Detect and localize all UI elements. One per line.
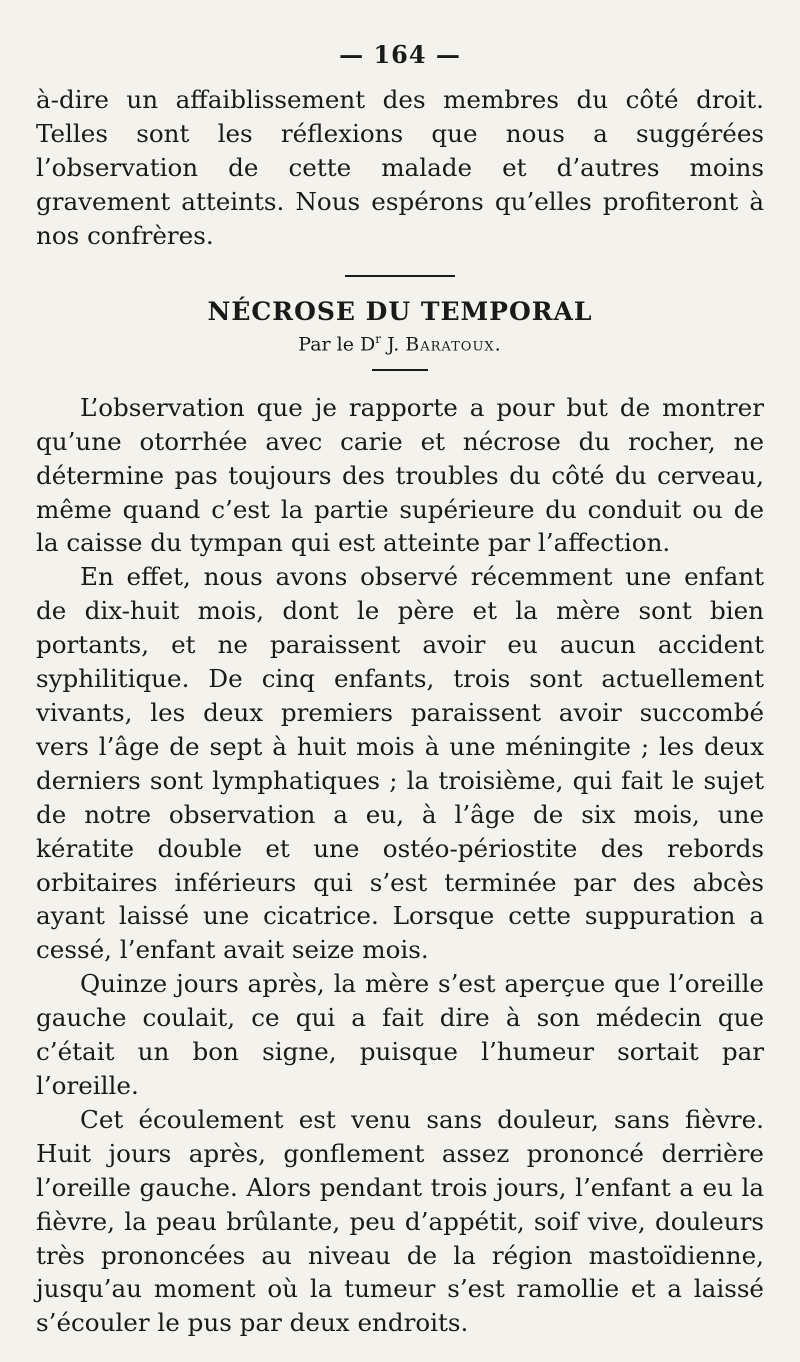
byline-prefix: Par le D xyxy=(298,332,376,355)
body-paragraph: Cet écoulement est venu sans douleur, sans fièvre. Huit jours après, gonflement assez prononcé derrière l’oreille gauche. Alors pendant trois jours, l’enfant a eu la fièvre, la peau brûlante, peu d’appétit, soif vive, douleurs très prononcées au niveau de la région mastoïdienne, jusqu’au moment où la tumeur s’est ramollie et a laissé s’écouler le pus par deux endroits. xyxy=(36,1104,764,1338)
byline-name: Baratoux. xyxy=(405,332,502,355)
body-paragraph: Quinze jours après, la mère s’est aperçue que l’oreille gauche coulait, ce qui a fait dire à son médecin que c’était un bon signe, puisque l’humeur sortait par l’oreille. xyxy=(36,969,764,1100)
body-paragraph: L’observation que je rapporte a pour but de montrer qu’une otorrhée avec carie et nécrose du rocher, ne détermine pas toujours des troubles du côté du cerveau, même quand c’est la partie supérieure du conduit ou de la caisse du tympan qui est atteinte par l’affection. xyxy=(36,392,764,558)
body-paragraph: En effet, nous avons observé récemment une enfant de dix-huit mois, dont le père et la mère sont bien portants, et ne paraissent avoir eu aucun accident syphilitique. De cinq enfants, trois sont actuellement vivants, les deux premiers paraissent avoir succombé vers l’âge de sept à huit mois à une méningite ; les deux derniers sont lymphatiques ; la troisième, qui fait le sujet de notre observation a eu, à l’âge de six mois, une kératite double et une ostéo-périostite des rebords orbitaires inférieurs qui s’est terminée par des abcès ayant laissé une cicatrice. Lorsque cette suppuration a cessé, l’enfant avait seize mois. xyxy=(36,562,764,965)
page-number: — 164 — xyxy=(339,40,461,69)
intro-paragraph: à-dire un affaiblissement des membres du côté droit. Telles sont les réflexions que nous a suggérées l’observation de cette malade et d’autres moins gravement atteints. Nous espérons qu’elles profiteront à nos confrères. xyxy=(36,85,764,250)
document-page xyxy=(36,40,764,1340)
section-title: NÉCROSE DU TEMPORAL xyxy=(207,296,593,326)
section-divider-top xyxy=(345,275,455,277)
byline-initial: J. xyxy=(387,332,400,355)
byline xyxy=(36,332,764,355)
byline-sup: r xyxy=(375,331,382,346)
section-divider-bottom xyxy=(372,369,428,371)
